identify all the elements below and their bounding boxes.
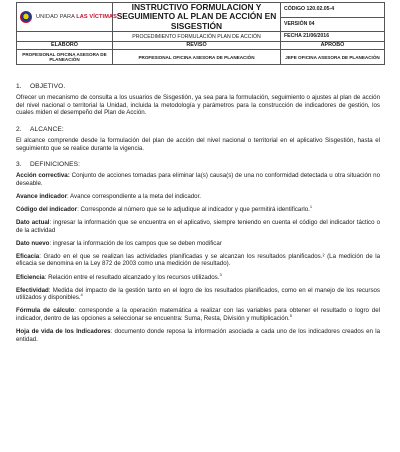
aprobo-value: JEFE OFICINA ASESORA DE PLANEACIÓN xyxy=(281,50,385,65)
footnote-ref: 4 xyxy=(80,292,83,298)
elaboro-value: PROFESIONAL OFICINA ASESORA DE PLANEACIÓN xyxy=(17,50,113,65)
logo-cell xyxy=(17,3,117,32)
definitions-list xyxy=(16,172,380,343)
definition-item: Acción correctiva: Conjunto de acciones tomadas para eliminar la(s) causa(s) de una no conformidad detectada u otra situación no deseable. xyxy=(16,172,380,187)
footnote-ref: 3 xyxy=(219,271,222,277)
coat-of-arms-icon xyxy=(20,11,32,23)
document-code: CÓDIGO 120.02.05-4 xyxy=(281,3,385,18)
section-heading-alcance: 2. ALCANCE: xyxy=(16,126,64,133)
objetivo-paragraph: Ofrecer un mecanismo de consulta a los usuarios de Sisgestión, ya sea para la formulación, seguimiento o ajustes al plan de acción del nivel nacional o territorial la Unidad, incluida la metodología y parámetros para la construcción de indicadores de gestión, los cuales miden el desempeño del Plan de Acción. xyxy=(16,94,380,117)
definition-item: Eficiencia: Relación entre el resultado alcanzado y los recursos utilizados.$^3$ xyxy=(16,271,222,281)
footnote-ref: 1 xyxy=(309,203,313,209)
unidad-victimas-logo xyxy=(20,7,117,27)
alcance-paragraph: El alcance comprende desde la formulación del plan de acción del nivel nacional o territorial en el aplicativo Sisgestión, hasta el seguimiento que se realice durante la vigencia. xyxy=(16,137,380,152)
document-version: VERSIÓN 04 xyxy=(281,17,385,32)
document-page xyxy=(0,2,400,452)
section-heading-objetivo: 1. OBJETIVO. xyxy=(16,83,66,91)
definition-item: Código del indicador: Corresponde al número que se le adjudique al indicador y que permitirá identificarlo.$^1$ xyxy=(16,203,313,213)
definition-item: Dato actual: ingresar la información que se encuentra en el aplicativo, siempre teniendo en cuenta el código del indicador táctico o de la actividad xyxy=(16,219,380,234)
definition-item: Dato nuevo: ingresar la información de los campos que se deben modificar xyxy=(16,239,222,247)
document-title: INSTRUCTIVO FORMULACION Y SEGUIMIENTO AL PLAN DE ACCIÓN EN SISGESTIÓN xyxy=(113,3,281,32)
elaboro-heading: ELABORÓ xyxy=(17,42,113,50)
reviso-heading: REVISÓ xyxy=(113,42,281,50)
footnote-ref: 5 xyxy=(289,312,292,318)
section-heading-definiciones: 3. DEFINICIONES: xyxy=(16,161,81,169)
document-date: FECHA 21/06/2016 xyxy=(281,32,385,42)
document-header xyxy=(16,2,385,65)
reviso-value: PROFESIONAL OFICINA ASESORA DE PLANEACIÓN xyxy=(113,50,281,65)
document-body xyxy=(16,83,384,343)
definition-item: Efectividad: Medida del impacto de la gestión tanto en el logro de los resultados planificados, como en el manejo de los recursos utilizados y disponibles.$^4$ xyxy=(16,286,380,302)
definition-item: Eficacia: Grado en el que se realizan las actividades planificadas y se alcanzan los resultados planificados.² (La medición de la eficacia se denomina en la Ley 872 de 2003 como una medición de resultado). xyxy=(16,252,380,268)
definition-item: Fórmula de cálculo: corresponde a la operación matemática a realizar con las variables para obtener el resultado o logro del indicador, dentro de las opciones a seleccionar se encuentra: Suma, Resta, División y multiplicación.$^5$ xyxy=(16,307,380,322)
definition-item: Hoja de vida de los Indicadores: documento donde reposa la información asociada a cada uno de los indicadores creados en la entidad. xyxy=(16,328,380,343)
procedure-name: PROCEDIMIENTO FORMULACIÓN PLAN DE ACCIÓN xyxy=(113,32,281,42)
definition-item: Avance indicador: Avance correspondiente a la meta del indicador. xyxy=(16,192,202,200)
logo-text-bold: LAS VÍCTIMAS xyxy=(76,14,117,21)
aprobo-heading: APROBÓ xyxy=(281,42,385,50)
logo-text-plain: UNIDAD PARA xyxy=(36,14,77,21)
